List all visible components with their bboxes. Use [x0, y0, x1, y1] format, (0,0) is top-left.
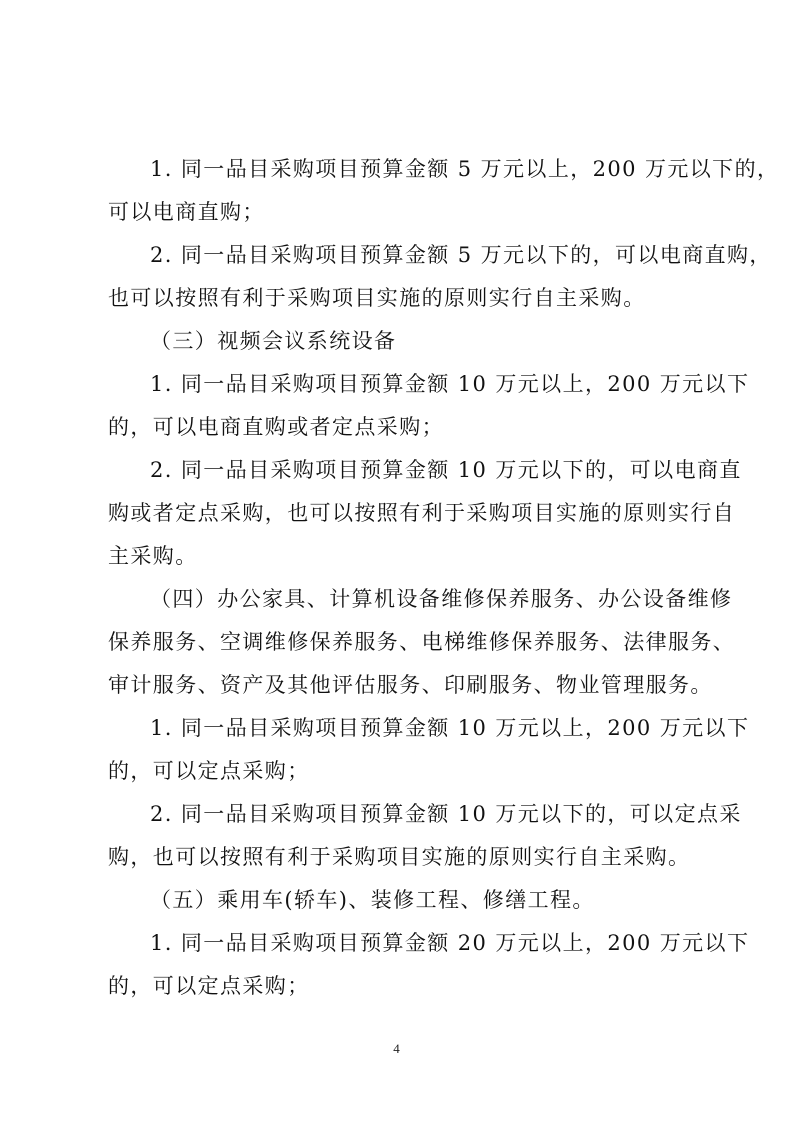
paragraph-line: 2. 同一品目采购项目预算金额 10 万元以下的，可以定点采 — [150, 802, 742, 826]
paragraph-line: 购或者定点采购，也可以按照有利于采购项目实施的原则实行自 — [108, 501, 736, 525]
heading-line: （三）视频会议系统设备 — [150, 329, 397, 353]
paragraph-line: 1. 同一品目采购项目预算金额 10 万元以上，200 万元以下 — [150, 716, 750, 740]
section-heading-4 — [108, 578, 736, 707]
paragraph-line: 2. 同一品目采购项目预算金额 5 万元以下的，可以电商直购， — [150, 243, 772, 267]
paragraph-line: 也可以按照有利于采购项目实施的原则实行自主采购。 — [108, 286, 646, 310]
page-number: 4 — [393, 1041, 400, 1056]
paragraph-line: 购，也可以按照有利于采购项目实施的原则实行自主采购。 — [108, 845, 691, 869]
paragraph-1 — [108, 148, 780, 234]
paragraph-7 — [108, 707, 750, 793]
document-body — [108, 148, 780, 1008]
heading-line: 保养服务、空调维修保养服务、电梯维修保养服务、法律服务、 — [108, 630, 736, 654]
paragraph-10 — [108, 922, 750, 1008]
paragraph-8 — [108, 793, 742, 879]
section-heading-3 — [108, 320, 694, 363]
paragraph-4 — [108, 363, 750, 449]
paragraph-2 — [108, 234, 772, 320]
heading-line: （四）办公家具、计算机设备维修保养服务、办公设备维修 — [150, 587, 733, 611]
paragraph-line: 可以电商直购； — [108, 200, 265, 224]
paragraph-line: 的，可以定点采购； — [108, 974, 310, 998]
paragraph-line: 主采购。 — [108, 544, 198, 568]
paragraph-line: 1. 同一品目采购项目预算金额 10 万元以上，200 万元以下 — [150, 372, 750, 396]
heading-line: 审计服务、资产及其他评估服务、印刷服务、物业管理服务。 — [108, 673, 713, 697]
paragraph-line: 的，可以定点采购； — [108, 759, 310, 783]
paragraph-line: 的，可以电商直购或者定点采购； — [108, 415, 444, 439]
section-heading-5 — [108, 879, 694, 922]
paragraph-line: 2. 同一品目采购项目预算金额 10 万元以下的，可以电商直 — [150, 458, 742, 482]
paragraph-5 — [108, 449, 742, 578]
paragraph-line: 1. 同一品目采购项目预算金额 5 万元以上，200 万元以下的， — [150, 157, 780, 181]
paragraph-line: 1. 同一品目采购项目预算金额 20 万元以上，200 万元以下 — [150, 931, 750, 955]
heading-line: （五）乘用车(轿车)、装修工程、修缮工程。 — [150, 888, 595, 912]
